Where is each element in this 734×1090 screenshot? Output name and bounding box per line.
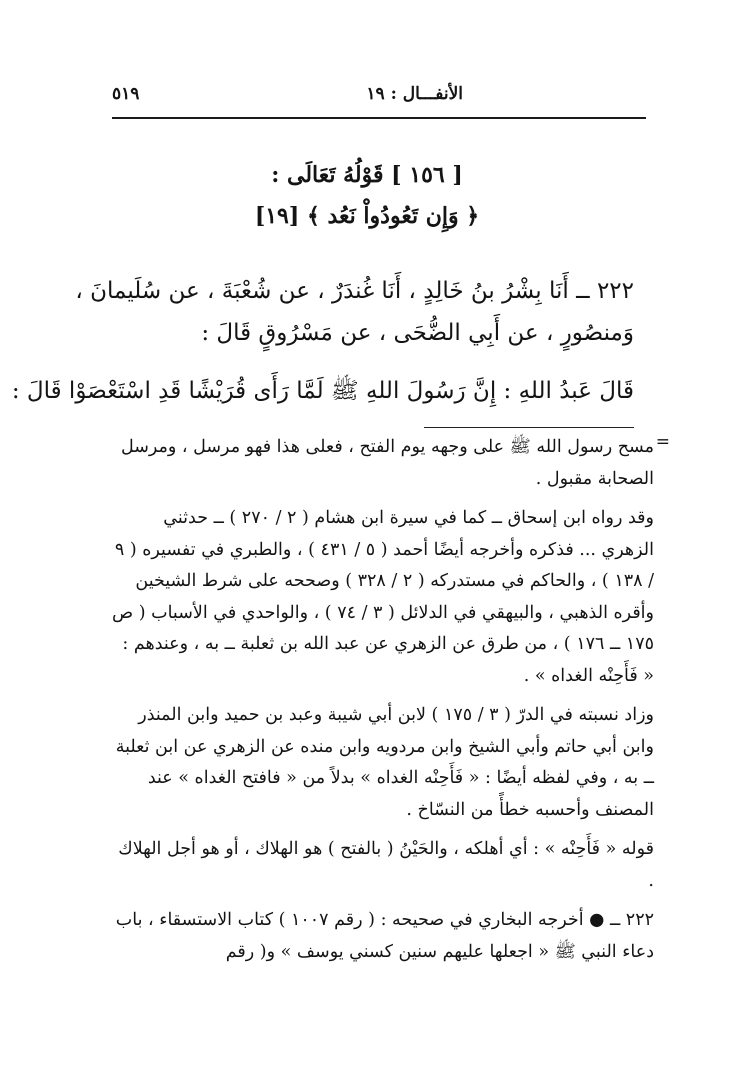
footnote-paragraph: وقد رواه ابن إسحاق ــ كما في سيرة ابن هشام ( ٢ / ٢٧٠ ) ــ حدثني الزهري ... فذكره وأخرجه أيضًا أحمد ( ٥ / ٤٣١ ) ، والطبري في تفسيره ( ٩ / ١٣٨ ) ، والحاكم في مستدركه ( ٢ / ٣٢٨ ) وصححه على شرط الشيخين وأقره الذهبي ، والبيهقي في الدلائل ( ٣ / ٧٤ ) ، والواحدي في الأسباب ( ص ١٧٥ ــ ١٧٦ ) ، من طرق عن الزهري عن عبد الله بن ثعلبة ــ به ، وعندهم : « فَأَحِنْه الغداه » . (112, 508, 654, 686)
continuation-mark: = (655, 432, 670, 452)
main-text (11, 270, 634, 412)
main-text-line: وَمنصُورٍ ، عن أَبِي الضُّحَى ، عن مَسْرُوقٍ قَالَ : (201, 320, 634, 346)
main-text-line: ٢٢٢ ــ أَنَا بِشْرُ بنُ خَالِدٍ ، أَنَا غُندَرٌ ، عن شُعْبَةَ ، عن سُلَيمانَ ، (75, 278, 634, 304)
footnote-paragraph: وزاد نسبته في الدرّ ( ٣ / ١٧٥ ) لابن أبي شيبة وعبد بن حميد وابن المنذر وابن أبي حاتم وأبي الشيخ وابن مردويه وابن منده عن الزهري عن ابن ثعلبة ــ به ، وفي لفظه أيضًا : « فَأَحِنْه الغداه » بدلاً من « فافتح الغداه » عند المصنف وأحسبه خطأً من النسّاخ . (115, 705, 654, 820)
quran-verse: ﴿ وَإِن تَعُودُواْ نَعُد ﴾ [١٩] (254, 203, 480, 229)
page-number: ٥١٩ (112, 84, 140, 104)
footnote-paragraph: ٢٢٢ ــ ● أخرجه البخاري في صحيحه : ( رقم ١٠٠٧ ) كتاب الاستسقاء ، باب دعاء النبي ﷺ « اجعلها عليهم سنين كسني يوسف » و( رقم (115, 910, 654, 962)
footnote-paragraph: مسح رسول الله ﷺ على وجهه يوم الفتح ، فعلى هذا فهو مرسل ، ومرسل الصحابة مقبول . (120, 437, 654, 489)
running-title: الأنفـــال : ١٩ (366, 84, 463, 104)
footnote-separator (424, 427, 634, 428)
footnotes (110, 432, 670, 976)
header-rule (112, 117, 646, 119)
page-header (112, 78, 646, 112)
main-text-line: قَالَ عَبدُ اللهِ : إِنَّ رَسُولَ اللهِ ﷺ لَمَّا رَأَى قُرَيْشًا قَدِ اسْتَعْصَوْا قَالَ : (11, 378, 634, 404)
section-heading: [ ١٥٦ ] قَوْلُهُ تَعَالَى : (271, 162, 463, 188)
footnote-paragraph: قوله « فَأَحِنْه » : أي أهلكه ، والحَيْنُ ( بالفتح ) هو الهلاك ، أو هو أجل الهلاك . (118, 839, 654, 891)
